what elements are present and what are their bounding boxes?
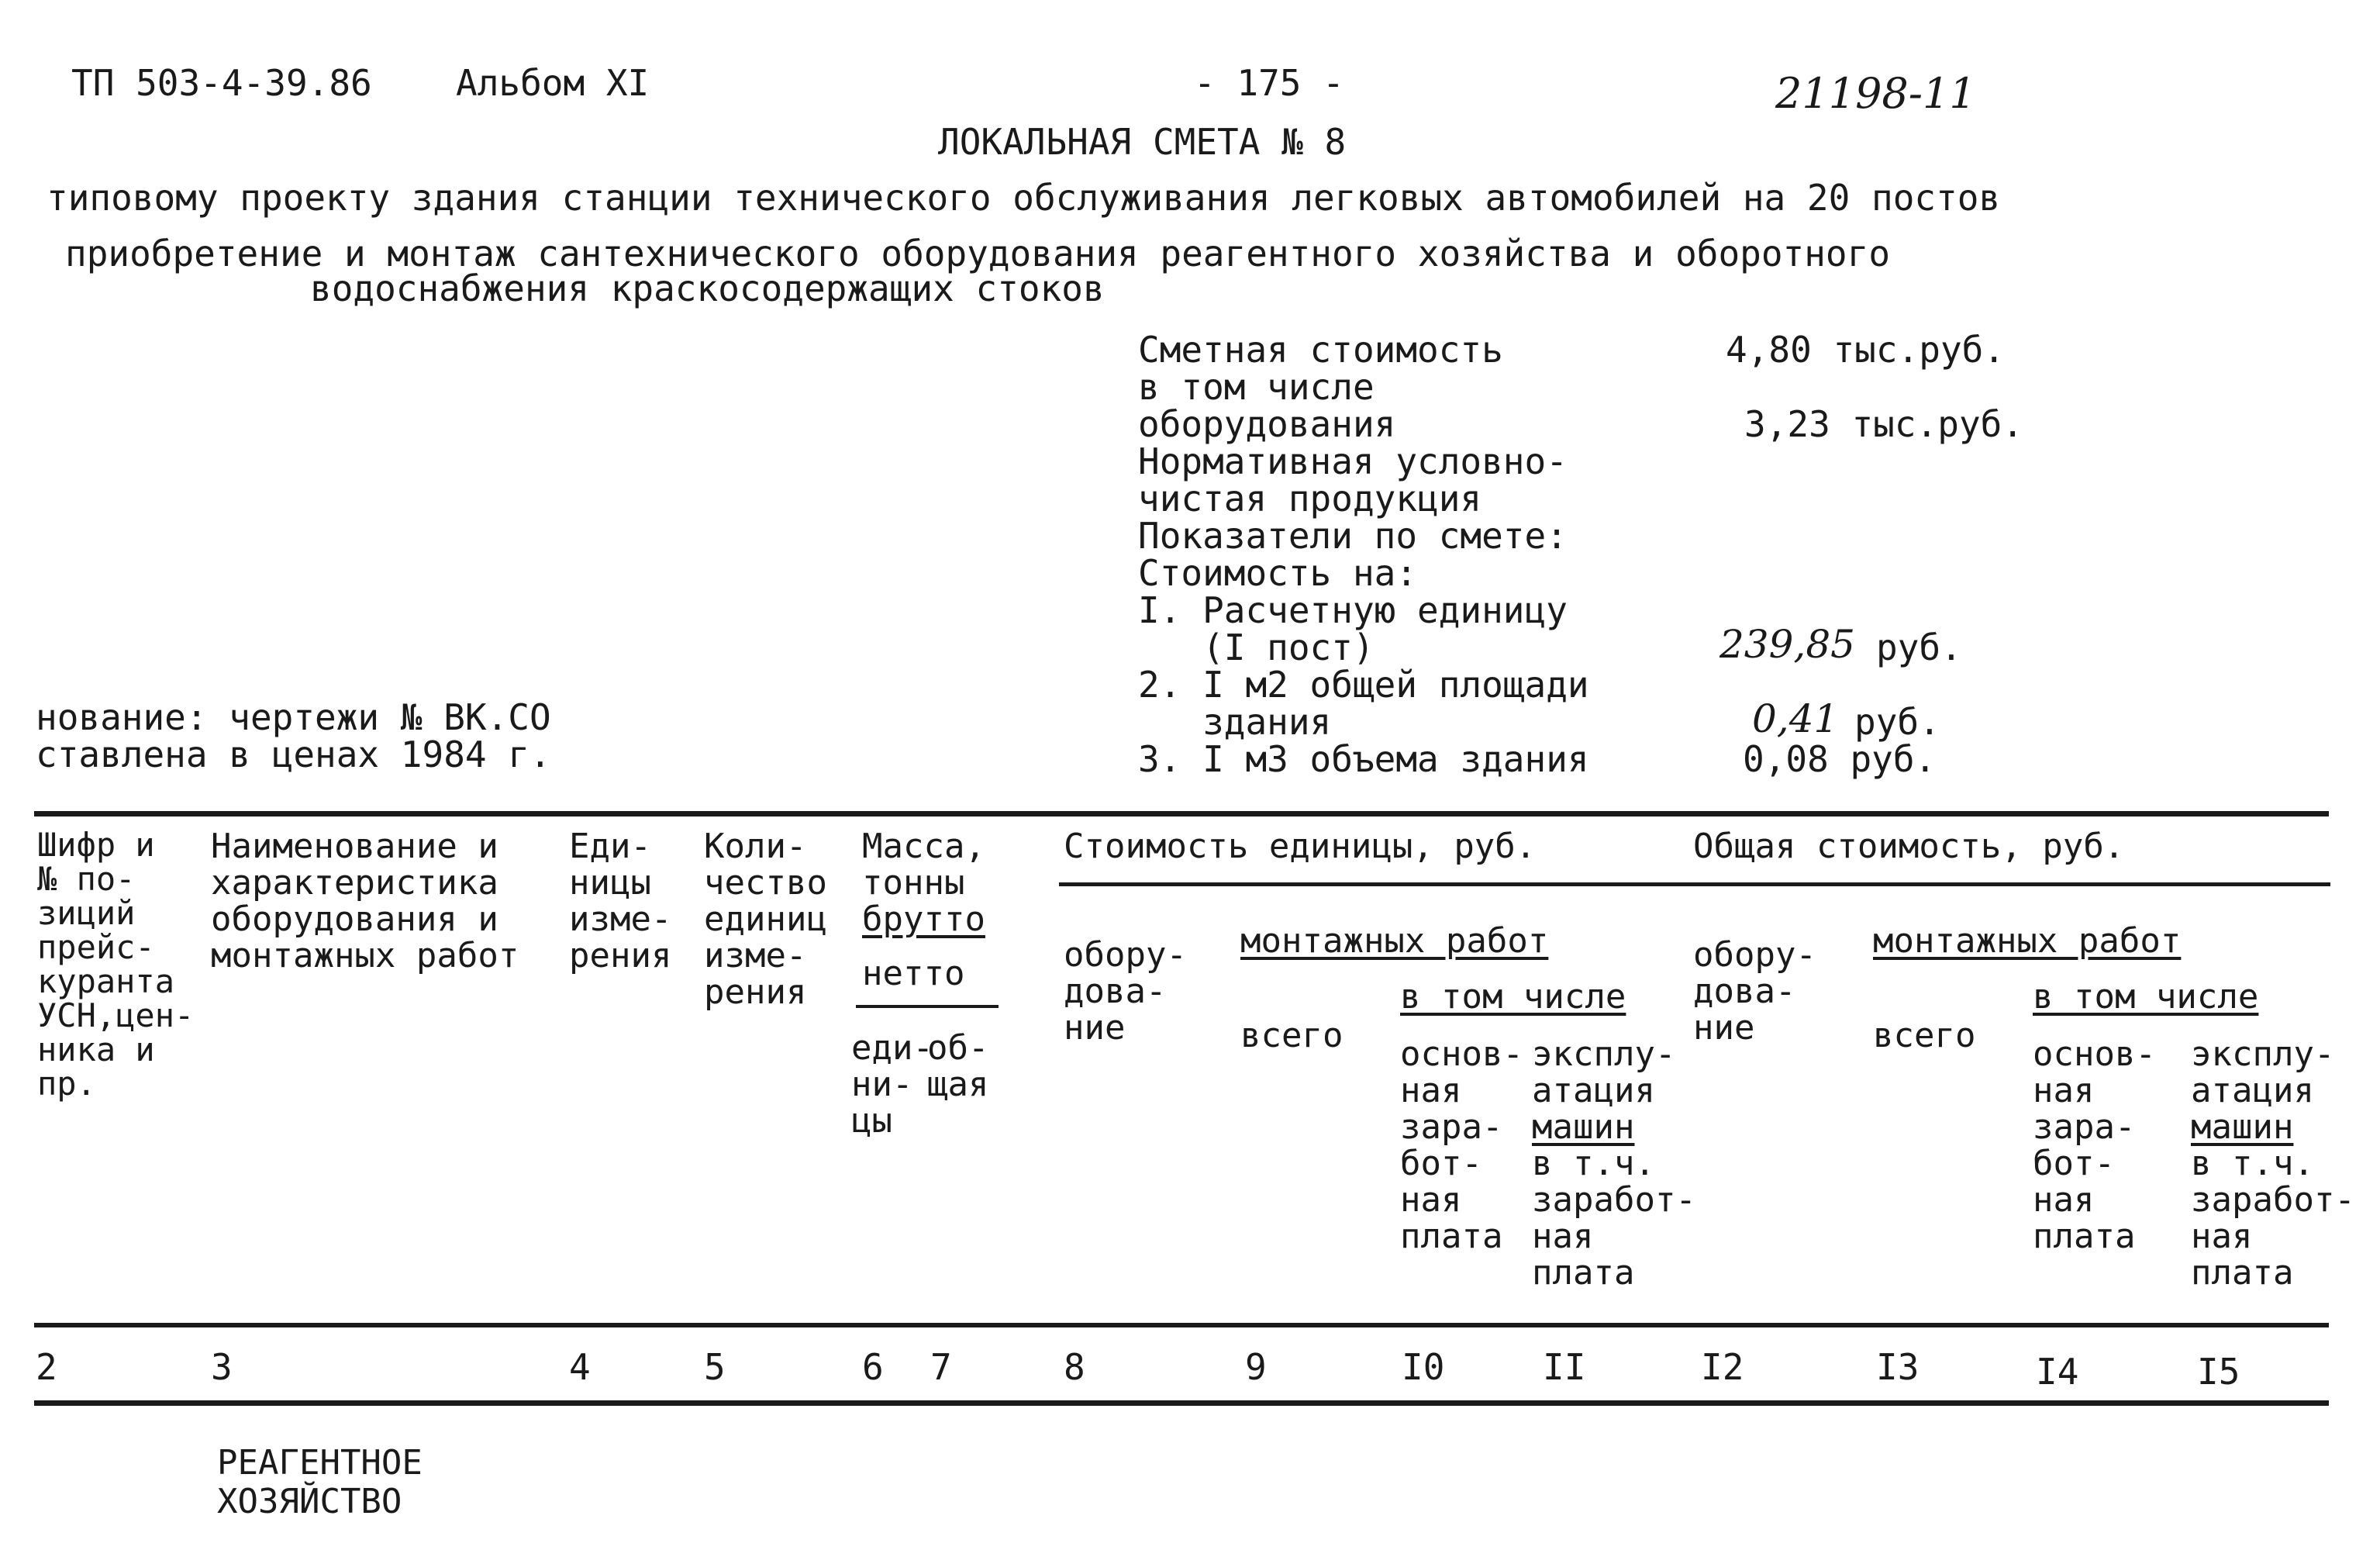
unit-total-label: всего (1240, 1016, 1343, 1055)
total-equipment-label: обору- дова- ние (1693, 935, 1816, 1048)
total-total-label: всего (1873, 1016, 1976, 1055)
summary-line: 3. I м3 объема здания (1138, 738, 1589, 780)
total-cost-header: Общая стоимость, руб. (1693, 827, 2125, 866)
unit-machine-wage-label: в т.ч. заработ- ная плата (1532, 1144, 1696, 1293)
total-machine-ops-label: эксплу- атация (2191, 1034, 2335, 1110)
page-number: - 175 - (1194, 62, 1344, 104)
column-number: 2 (36, 1346, 57, 1388)
unit-equipment-label: обору- дова- ние (1064, 935, 1187, 1048)
column-numbers-top-rule (34, 1323, 2329, 1327)
column-number: 6 (862, 1346, 884, 1388)
summary-line: оборудования (1138, 403, 1396, 445)
column-number: 3 (211, 1346, 233, 1388)
subject-line-1: приобретение и монтаж сантехнического оборудования реагентного хозяйства и оборотного (65, 233, 1891, 274)
total-mounting-label: монтажных работ (1873, 921, 2182, 961)
equipment-cost-value: 3,23 тыс.руб. (1744, 403, 2024, 445)
unit-cost-header: Стоимость единицы, руб. (1064, 827, 1537, 866)
column-number: I0 (1402, 1346, 1445, 1388)
mass-divider (856, 1005, 999, 1008)
column-number: 5 (704, 1346, 726, 1388)
unit-machine-label: машин (1532, 1107, 1635, 1147)
per-m3-value: 0,08 руб. (1743, 738, 1937, 780)
unit-machine-ops-label: эксплу- атация (1532, 1034, 1676, 1110)
basis-prices: ставлена в ценах 1984 г. (36, 734, 551, 775)
document-code: ТП 503-4-39.86 (71, 62, 372, 104)
mass-netto-label: нетто (862, 954, 965, 993)
column-number: 4 (569, 1346, 591, 1388)
per-m2-value: 0,41 (1752, 696, 1839, 741)
archive-number: 21198-11 (1775, 69, 1976, 118)
mass-total-label: об- щая (927, 1028, 989, 1104)
total-machine-label: машин (2191, 1107, 2294, 1147)
column-number: 7 (930, 1346, 952, 1388)
column-number: I2 (1701, 1346, 1744, 1388)
mass-brutto-label: брутто (862, 899, 985, 939)
col-code-header: Шифр и № по- зиций прейс- куранта УСН,цен- ника и пр. (37, 826, 195, 1103)
column-number: 9 (1245, 1346, 1267, 1388)
total-basic-wage-label: основ- ная зара- бот- ная плата (2033, 1034, 2156, 1256)
table-top-rule (34, 811, 2329, 816)
col-name-header: Наименование и характеристика оборудования и монтажных работ (211, 827, 519, 975)
cost-group-rule (1059, 882, 2330, 886)
summary-line: Показатели по смете: (1138, 515, 1568, 557)
summary-line: Стоимость на: (1138, 552, 1418, 594)
summary-line: (I пост) (1138, 627, 1375, 668)
column-numbers-bottom-rule (34, 1400, 2329, 1406)
total-including-label: в том числе (2033, 977, 2259, 1017)
estimate-title: ЛОКАЛЬНАЯ СМЕТА № 8 (938, 121, 1347, 163)
subject-line-2: водоснабжения краскосодержащих стоков (310, 268, 1105, 309)
basis-drawings: нование: чертежи № ВК.СО (36, 696, 551, 738)
summary-line: I. Расчетную единицу (1138, 589, 1568, 631)
column-number: I4 (2036, 1351, 2079, 1393)
mass-per-unit-label: еди- ни- цы (851, 1028, 933, 1141)
total-cost-value: 4,80 тыс.руб. (1726, 329, 2006, 371)
unit-mounting-label: монтажных работ (1240, 921, 1549, 961)
column-number: 8 (1064, 1346, 1085, 1388)
summary-line: здания (1138, 701, 1332, 743)
total-machine-wage-label: в т.ч. заработ- ная плата (2191, 1144, 2355, 1293)
album-label: Альбом XI (456, 62, 650, 104)
summary-line: 2. I м2 общей площади (1138, 664, 1589, 706)
col-units-header: Еди- ницы изме- рения (569, 827, 672, 975)
project-line: типовому проекту здания станции технического обслуживания легковых автомобилей на 20 постов (47, 177, 2001, 219)
summary-line: чистая продукция (1138, 478, 1482, 520)
per-m2-currency: руб. (1854, 701, 1940, 743)
summary-line: Нормативная условно- (1138, 440, 1568, 482)
section-title: РЕАГЕНТНОЕ ХОЗЯЙСТВО (217, 1443, 423, 1521)
summary-line: в том числе (1138, 366, 1375, 408)
column-number: II (1543, 1346, 1586, 1388)
unit-basic-wage-label: основ- ная зара- бот- ная плата (1400, 1034, 1523, 1256)
col-quantity-header: Коли- чество единиц изме- рения (704, 827, 827, 1012)
summary-line: Сметная стоимость (1138, 329, 1503, 371)
column-number: I3 (1876, 1346, 1920, 1388)
per-unit-currency: руб. (1876, 627, 1962, 668)
per-unit-value: 239,85 (1719, 622, 1855, 667)
unit-including-label: в том числе (1400, 977, 1626, 1017)
mass-header: Масса, тонны (862, 827, 985, 903)
column-number: I5 (2197, 1351, 2240, 1393)
